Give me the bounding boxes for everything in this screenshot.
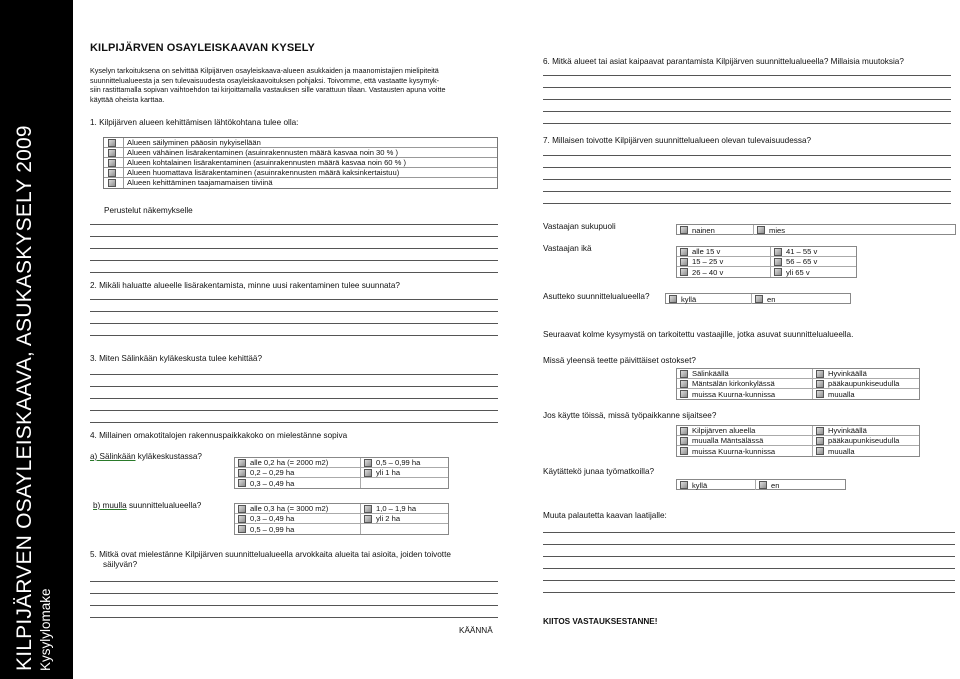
- checkbox-icon[interactable]: [680, 268, 688, 276]
- option-label: yli 65 v: [786, 267, 810, 277]
- answer-line[interactable]: [543, 191, 951, 192]
- checkbox-icon[interactable]: [680, 447, 688, 455]
- answer-line[interactable]: [90, 398, 498, 399]
- age-label: Vastaajan ikä: [543, 244, 592, 253]
- q5-line: 5. Mitkä ovat mielestänne Kilpijärven suunnittelualueella arvokkaita alueita tai asioita, joiden toivotte: [90, 550, 451, 559]
- option-label: kyllä: [692, 480, 708, 490]
- checkbox-icon[interactable]: [108, 149, 116, 157]
- side-band-text: [0, 0, 73, 679]
- answer-line[interactable]: [543, 532, 955, 533]
- option-label: alle 0,3 ha (= 3000 m2): [250, 504, 329, 513]
- option-label: muissa Kuurna-kunnissa: [692, 446, 776, 456]
- answer-line[interactable]: [543, 592, 955, 593]
- checkbox-icon[interactable]: [816, 380, 824, 388]
- intro-line: Kyselyn tarkoituksena on selvittää Kilpijärven osayleiskaava-alueen asukkaiden ja maanomistajien mielipiteitä: [90, 66, 439, 75]
- answer-line[interactable]: [90, 617, 498, 618]
- checkbox-icon[interactable]: [108, 179, 116, 187]
- question-4b: [93, 501, 201, 511]
- option-label: 41 – 55 v: [786, 247, 818, 256]
- checkbox-icon[interactable]: [238, 469, 246, 477]
- age-option[interactable]: [677, 267, 771, 277]
- intro-line: suunnittelualueesta ja sen tulevaisuudesta osayleiskaavoituksen pohjaksi. Toivomme, että vastaatte kysymyk-: [90, 75, 440, 85]
- q4b-option[interactable]: [361, 504, 448, 514]
- option-label: Sälinkäällä: [692, 369, 729, 378]
- checkbox-icon[interactable]: [238, 525, 246, 533]
- train-option[interactable]: [756, 480, 783, 490]
- workplace-option[interactable]: [677, 446, 813, 456]
- answer-line[interactable]: [543, 203, 951, 204]
- option-label: Mäntsälän kirkonkylässä: [692, 379, 775, 388]
- checkbox-icon[interactable]: [774, 258, 782, 266]
- resident-label: Asutteko suunnittelualueella?: [543, 292, 650, 301]
- checkbox-icon[interactable]: [816, 370, 824, 378]
- checkbox-icon[interactable]: [364, 505, 372, 513]
- answer-line[interactable]: [543, 179, 951, 180]
- option-label: mies: [769, 225, 786, 235]
- option-label: 0,2 – 0,29 ha: [250, 468, 295, 477]
- side-band-title: KILPIJÄRVEN OSAYLEISKAAVA, ASUKASKYSELY 2009: [13, 125, 36, 671]
- checkbox-icon[interactable]: [108, 159, 116, 167]
- answer-line[interactable]: [543, 167, 951, 168]
- answer-line[interactable]: [90, 593, 498, 594]
- q4a-empty-cell: [361, 478, 448, 488]
- option-label: Alueen vähäinen lisärakentaminen (asuinrakennusten määrä kasvaa noin 30 % ): [123, 148, 398, 158]
- option-label: 0,5 – 0,99 ha: [250, 524, 295, 534]
- workplace-option[interactable]: [813, 426, 919, 436]
- option-label: nainen: [692, 225, 715, 235]
- answer-line[interactable]: [543, 99, 951, 100]
- intro-line: käyttää oheista karttaa.: [90, 94, 165, 104]
- option-label: alle 15 v: [692, 247, 721, 256]
- checkbox-icon[interactable]: [669, 295, 677, 303]
- option-label: en: [767, 294, 776, 304]
- checkbox-icon[interactable]: [680, 380, 688, 388]
- answer-line[interactable]: [90, 248, 498, 249]
- resident-options: [665, 293, 851, 304]
- q4b-suffix: suunnittelualueella?: [126, 501, 202, 510]
- checkbox-icon[interactable]: [364, 459, 372, 467]
- q4b-empty-cell: [361, 524, 448, 534]
- q1-options: [103, 137, 498, 189]
- option-label: alle 0,2 ha (= 2000 m2): [250, 458, 329, 467]
- checkbox-icon[interactable]: [816, 427, 824, 435]
- side-band: [0, 0, 73, 679]
- q4b-option[interactable]: [361, 514, 448, 524]
- answer-line[interactable]: [543, 123, 951, 124]
- checkbox-icon[interactable]: [680, 226, 688, 234]
- option-label: yli 2 ha: [376, 514, 401, 523]
- answer-line[interactable]: [543, 580, 955, 581]
- q1-option[interactable]: [104, 158, 497, 168]
- q4b-option[interactable]: [235, 504, 361, 514]
- q4b-options: [234, 503, 449, 535]
- option-label: 1,0 – 1,9 ha: [376, 504, 417, 513]
- checkbox-icon[interactable]: [238, 459, 246, 467]
- option-label: 26 – 40 v: [692, 267, 724, 277]
- shopping-option[interactable]: [677, 369, 813, 379]
- question-4a: [90, 452, 202, 462]
- answer-line[interactable]: [543, 111, 951, 112]
- q4a-option[interactable]: [235, 478, 361, 488]
- left-page: [90, 0, 500, 679]
- question-4: 4. Millainen omakotitalojen rakennuspaikkakoko on mielestänne sopiva: [90, 431, 348, 440]
- workplace-option[interactable]: [677, 426, 813, 436]
- checkbox-icon[interactable]: [680, 370, 688, 378]
- checkbox-icon[interactable]: [816, 390, 824, 398]
- workplace-label: Jos käytte töissä, missä työpaikkanne sijaitsee?: [543, 411, 717, 420]
- answer-line[interactable]: [90, 386, 498, 387]
- answer-line[interactable]: [90, 422, 498, 423]
- age-option[interactable]: [771, 257, 856, 267]
- checkbox-icon[interactable]: [680, 437, 688, 445]
- option-label: Hyvinkäällä: [828, 369, 867, 378]
- option-label: Alueen huomattava lisärakentaminen (asuinrakennusten määrä kaksinkertaistuu): [123, 168, 399, 178]
- option-label: 0,5 – 0,99 ha: [376, 458, 421, 467]
- option-label: Alueen kohtalainen lisärakentaminen (asuinrakennusten määrä kasvaa noin 60 % ): [123, 158, 406, 168]
- checkbox-icon[interactable]: [680, 390, 688, 398]
- answer-line[interactable]: [90, 335, 498, 336]
- option-label: muualla Mäntsälässä: [692, 436, 764, 445]
- checkbox-icon[interactable]: [364, 469, 372, 477]
- question-2: 2. Mikäli haluatte alueelle lisärakentamista, minne uusi rakentaminen tulee suunnata?: [90, 281, 400, 290]
- option-label: 56 – 65 v: [786, 257, 818, 266]
- q1-reason-label: Perustelut näkemykselle: [104, 206, 193, 215]
- q4b-option[interactable]: [235, 524, 361, 534]
- checkbox-icon[interactable]: [238, 515, 246, 523]
- answer-line[interactable]: [90, 605, 498, 606]
- question-1: 1. Kilpijärven alueen kehittämisen lähtökohtana tulee olla:: [90, 118, 299, 127]
- q4a-option[interactable]: [361, 468, 448, 478]
- survey-title: KILPIJÄRVEN OSAYLEISKAAVAN KYSELY: [90, 42, 315, 54]
- checkbox-icon[interactable]: [755, 295, 763, 303]
- workplace-option[interactable]: [813, 446, 919, 456]
- shopping-option[interactable]: [813, 379, 919, 389]
- checkbox-icon[interactable]: [238, 505, 246, 513]
- age-option[interactable]: [771, 267, 856, 277]
- age-option[interactable]: [677, 247, 771, 257]
- shopping-option[interactable]: [813, 369, 919, 379]
- shopping-option[interactable]: [677, 379, 813, 389]
- answer-line[interactable]: [543, 75, 951, 76]
- answer-line[interactable]: [543, 155, 951, 156]
- option-label: muissa Kuurna-kunnissa: [692, 389, 776, 399]
- gender-options: [676, 224, 956, 235]
- checkbox-icon[interactable]: [680, 248, 688, 256]
- age-option[interactable]: [771, 247, 856, 257]
- checkbox-icon[interactable]: [816, 437, 824, 445]
- option-label: Alueen kehittäminen taajamamaisen tiiviinä: [123, 178, 273, 188]
- answer-line[interactable]: [90, 236, 498, 237]
- answer-line[interactable]: [543, 87, 951, 88]
- locals-note: Seuraavat kolme kysymystä on tarkoitettu vastaajille, jotka asuvat suunnittelualueella.: [543, 330, 854, 339]
- q1-option[interactable]: [104, 138, 497, 148]
- answer-line[interactable]: [543, 556, 955, 557]
- answer-line[interactable]: [543, 544, 955, 545]
- option-label: pääkaupunkiseudulla: [828, 379, 900, 388]
- checkbox-icon[interactable]: [757, 226, 765, 234]
- option-label: kyllä: [681, 294, 697, 304]
- right-page: [543, 0, 957, 679]
- option-label: muualla: [828, 389, 855, 399]
- q4a-option[interactable]: [235, 468, 361, 478]
- checkbox-icon[interactable]: [108, 139, 116, 147]
- q4a-option[interactable]: [235, 458, 361, 468]
- answer-line[interactable]: [90, 224, 498, 225]
- q1-option[interactable]: [104, 178, 497, 188]
- option-label: 0,3 – 0,49 ha: [250, 514, 295, 523]
- option-label: 0,3 – 0,49 ha: [250, 478, 295, 488]
- q1-option[interactable]: [104, 168, 497, 178]
- survey-intro: [90, 66, 502, 104]
- q4a-suffix: kyläkeskustassa?: [135, 452, 202, 461]
- option-label: muualla: [828, 446, 855, 456]
- thanks-note: KIITOS VASTAUKSESTANNE!: [543, 617, 658, 626]
- answer-line[interactable]: [90, 260, 498, 261]
- option-label: en: [771, 480, 780, 490]
- question-6: 6. Mitkä alueet tai asiat kaipaavat parantamista Kilpijärven suunnittelualueella? Millaisia muutoksia?: [543, 57, 904, 66]
- resident-option[interactable]: [666, 294, 752, 304]
- option-label: 15 – 25 v: [692, 257, 724, 266]
- age-options: [676, 246, 857, 278]
- q1-option[interactable]: [104, 148, 497, 158]
- q4a-options: [234, 457, 449, 489]
- option-label: Hyvinkäällä: [828, 426, 867, 435]
- shopping-option[interactable]: [677, 389, 813, 399]
- question-5: [90, 550, 451, 570]
- option-label: yli 1 ha: [376, 468, 401, 477]
- checkbox-icon[interactable]: [680, 427, 688, 435]
- checkbox-icon[interactable]: [364, 515, 372, 523]
- question-7: 7. Millaisen toivotte Kilpijärven suunnittelualueen olevan tulevaisuudessa?: [543, 136, 812, 145]
- option-label: pääkaupunkiseudulla: [828, 436, 900, 445]
- workplace-option[interactable]: [677, 436, 813, 446]
- train-options: [676, 479, 846, 490]
- gender-label: Vastaajan sukupuoli: [543, 222, 616, 231]
- workplace-option[interactable]: [813, 436, 919, 446]
- answer-line[interactable]: [90, 311, 498, 312]
- gender-option[interactable]: [754, 225, 789, 235]
- answer-line[interactable]: [90, 410, 498, 411]
- shopping-options: [676, 368, 920, 400]
- question-3: 3. Miten Sälinkään kyläkeskusta tulee kehittää?: [90, 354, 263, 363]
- checkbox-icon[interactable]: [774, 248, 782, 256]
- option-label: Alueen säilyminen pääosin nykyisellään: [123, 138, 261, 148]
- checkbox-icon[interactable]: [774, 268, 782, 276]
- shopping-option[interactable]: [813, 389, 919, 399]
- option-label: Kilpijärven alueella: [692, 426, 756, 435]
- feedback-label: Muuta palautetta kaavan laatijalle:: [543, 511, 667, 520]
- workplace-options: [676, 425, 920, 457]
- checkbox-icon[interactable]: [680, 481, 688, 489]
- answer-line[interactable]: [90, 323, 498, 324]
- checkbox-icon[interactable]: [816, 447, 824, 455]
- gender-option[interactable]: [677, 225, 754, 235]
- q5-line: säilyvän?: [103, 560, 138, 569]
- q4b-option[interactable]: [235, 514, 361, 524]
- answer-line[interactable]: [90, 272, 498, 273]
- age-option[interactable]: [677, 257, 771, 267]
- answer-line[interactable]: [90, 299, 498, 300]
- q4a-option[interactable]: [361, 458, 448, 468]
- turn-page-note: KÄÄNNÄ: [459, 626, 493, 635]
- checkbox-icon[interactable]: [238, 479, 246, 487]
- checkbox-icon[interactable]: [108, 169, 116, 177]
- checkbox-icon[interactable]: [759, 481, 767, 489]
- answer-line[interactable]: [543, 568, 955, 569]
- q4b-prefix: b) muulla: [93, 501, 127, 510]
- train-option[interactable]: [677, 480, 756, 490]
- resident-option[interactable]: [752, 294, 779, 304]
- answer-line[interactable]: [90, 374, 498, 375]
- q4a-prefix: a) Sälinkään: [90, 452, 136, 461]
- shopping-label: Missä yleensä teette päivittäiset ostokset?: [543, 356, 696, 365]
- checkbox-icon[interactable]: [680, 258, 688, 266]
- answer-line[interactable]: [90, 581, 498, 582]
- train-label: Käytättekö junaa työmatkoilla?: [543, 467, 655, 476]
- intro-line: siin rastittamalla sopivan vaihtoehdon tai kirjoittamalla vastauksen sille varattuun tilaan. Vastausten apuna voitte: [90, 85, 446, 95]
- side-band-subtitle: Kysylylomake: [38, 588, 53, 671]
